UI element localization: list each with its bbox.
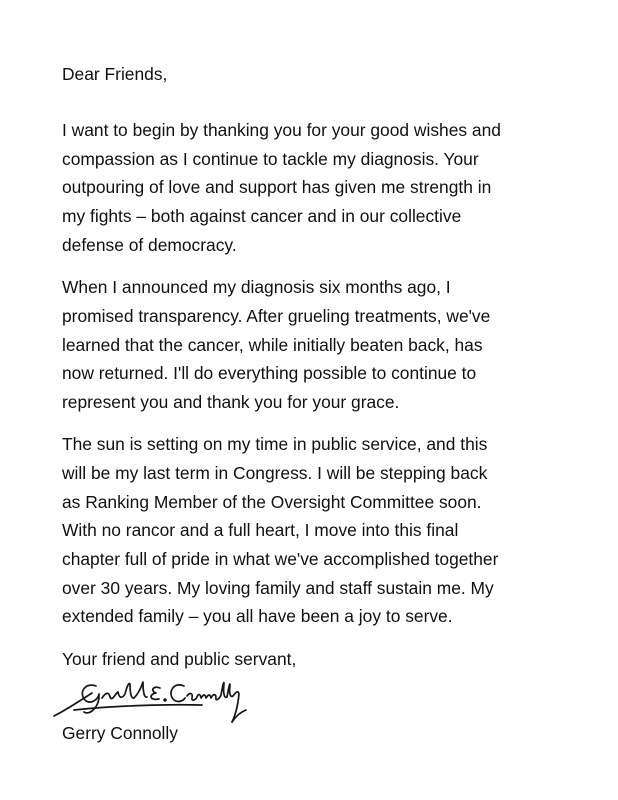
paragraph-2-line-3: learned that the cancer, while initially beaten back, has <box>62 335 483 355</box>
paragraph-3-line-3: as Ranking Member of the Oversight Committee soon. <box>62 492 482 512</box>
greeting: Dear Friends, <box>62 64 168 84</box>
paragraph-3-line-7: extended family – you all have been a joy to serve. <box>62 606 453 626</box>
paragraph-2-line-4: now returned. I'll do everything possible to continue to <box>62 363 477 383</box>
paragraph-2-line-2: promised transparency. After grueling treatments, we've <box>62 306 491 326</box>
paragraph-1-line-3: outpouring of love and support has given me strength in <box>62 177 492 197</box>
paragraph-2-line-1: When I announced my diagnosis six months ago, I <box>62 277 451 297</box>
paragraph-3-line-6: over 30 years. My loving family and staff sustain me. My <box>62 578 494 598</box>
paragraph-3-line-5: chapter full of pride in what we've accomplished together <box>62 549 499 569</box>
paragraph-1-line-2: compassion as I continue to tackle my diagnosis. Your <box>62 149 479 169</box>
closing: Your friend and public servant, <box>62 649 297 669</box>
paragraph-1-line-4: my fights – both against cancer and in our collective <box>62 206 462 226</box>
signer-name: Gerry Connolly <box>62 723 178 743</box>
paragraph-3-line-2: will be my last term in Congress. I will be stepping back <box>62 463 488 483</box>
paragraph-1-line-5: defense of democracy. <box>62 235 237 255</box>
paragraph-1-line-1: I want to begin by thanking you for your good wishes and <box>62 120 501 140</box>
paragraph-3-line-1: The sun is setting on my time in public service, and this <box>62 434 488 454</box>
paragraph-2-line-5: represent you and thank you for your grace. <box>62 392 400 412</box>
paragraph-3-line-4: With no rancor and a full heart, I move into this final <box>62 520 459 540</box>
